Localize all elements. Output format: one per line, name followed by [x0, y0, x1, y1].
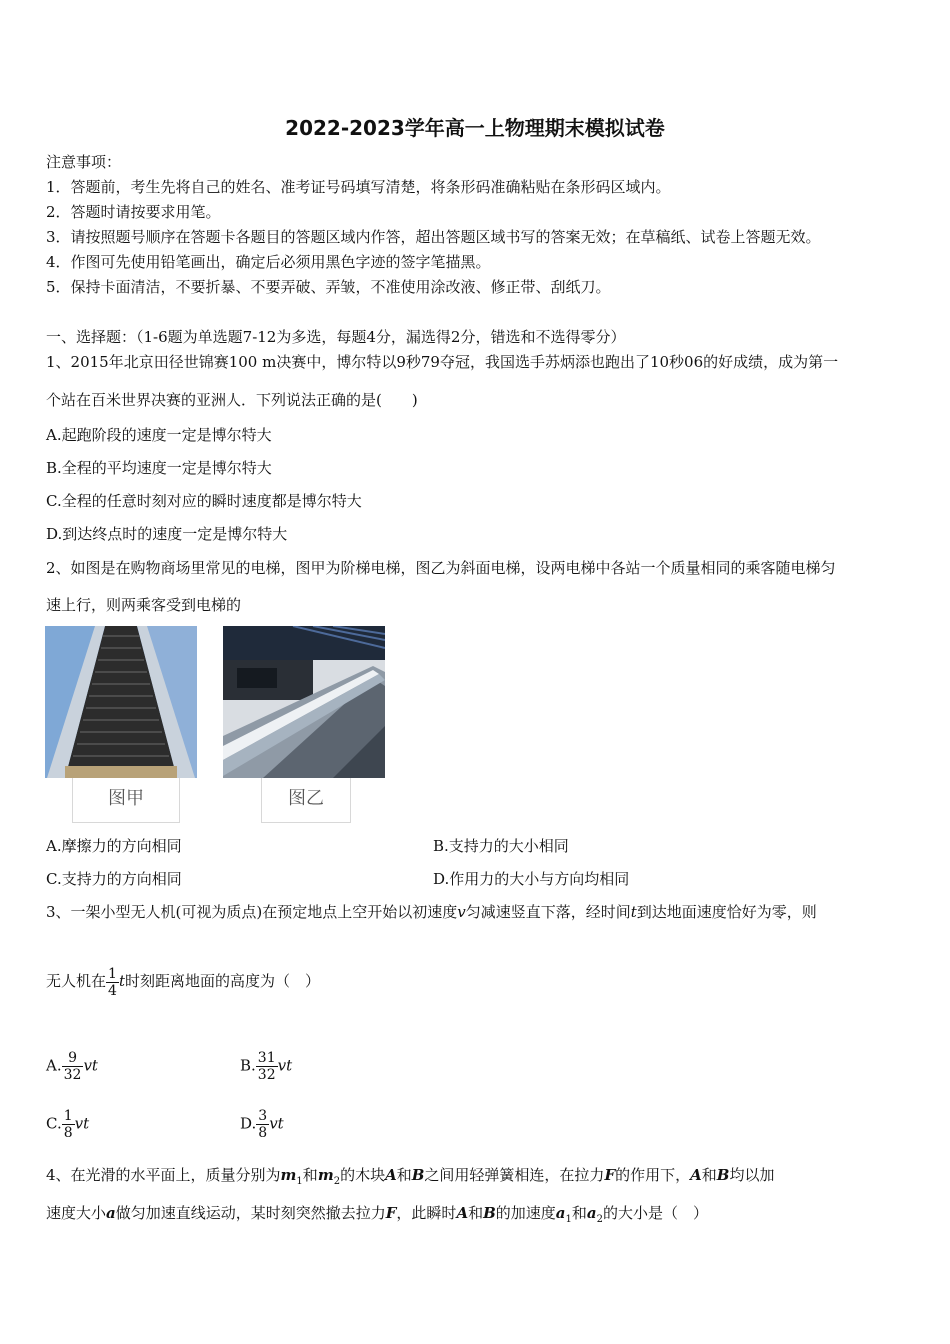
- figure-a-caption: 图甲: [72, 778, 180, 823]
- notice-item: 2．答题时请按要求用笔。: [46, 203, 221, 221]
- question-2-option-b: B.支持力的大小相同: [433, 837, 569, 855]
- question-1-line-2: 个站在百米世界决赛的亚洲人．下列说法正确的是( ): [46, 391, 418, 409]
- figure-b-caption: 图乙: [261, 778, 351, 823]
- notice-item: 4．作图可先使用铅笔画出，确定后必须用黑色字迹的签字笔描黑。: [46, 253, 491, 271]
- fraction-quarter: $\frac{1}{4}$: [108, 965, 117, 999]
- question-2-option-a: A.摩擦力的方向相同: [46, 837, 182, 855]
- question-4-line-2: 速度大小a做匀加速直线运动，某时刻突然撤去拉力F，此瞬时A和B的加速度$a_1$和$a_2$的大小是（ ）: [46, 1204, 709, 1225]
- question-2-line-2: 速上行，则两乘客受到电梯的: [46, 596, 242, 614]
- question-2-option-d: D.作用力的大小与方向均相同: [433, 870, 630, 888]
- notice-heading: 注意事项：: [46, 153, 122, 171]
- q3-var-t: t: [630, 903, 637, 921]
- page-title: 2022-2023学年高一上物理期末模拟试卷: [285, 116, 665, 140]
- q3-text: 无人机在: [46, 972, 107, 990]
- question-3-option-c: C. $\frac{1}{8}$ vt: [46, 1108, 90, 1141]
- q3-text: 3、一架小型无人机(可视为质点)在预定地点上空开始以初速度: [46, 903, 458, 921]
- question-2-line-1: 2、如图是在购物商场里常见的电梯，图甲为阶梯电梯，图乙为斜面电梯，设两电梯中各站一个质量相同的乘客随电梯匀: [46, 559, 836, 577]
- q3-text: 到达地面速度恰好为零，则: [636, 903, 817, 921]
- question-3-option-a: A. $\frac{9}{32}$ vt: [46, 1050, 98, 1083]
- notice-item: 5．保持卡面清洁，不要折暴、不要弄破、弄皱，不准使用涂改液、修正带、刮纸刀。: [46, 278, 611, 296]
- escalator-ramp-photo: [223, 626, 385, 778]
- q3-text: 时刻距离地面的高度为（ ）: [124, 972, 320, 990]
- question-1-option-d: D.到达终点时的速度一定是博尔特大: [46, 525, 288, 543]
- notice-item: 3．请按照题号顺序在答题卡各题目的答题区域内作答，超出答题区域书写的答案无效；在草稿纸、试卷上答题无效。: [46, 228, 821, 246]
- q3-text: 匀减速竖直下落，经时间: [465, 903, 631, 921]
- question-1-option-c: C.全程的任意时刻对应的瞬时速度都是博尔特大: [46, 492, 362, 510]
- section-heading: 一、选择题：（1-6题为单选题7-12为多选，每题4分，漏选得2分，错选和不选得零分）: [46, 328, 626, 346]
- question-3-option-b: B. $\frac{31}{32}$ vt: [240, 1050, 293, 1083]
- question-4-line-1: 4、在光滑的水平面上，质量分别为$m_1$和$m_2$的木块A和B之间用轻弹簧相连，在拉力F的作用下，A和B均以加: [46, 1166, 775, 1187]
- escalator-stairs-photo: [45, 626, 197, 778]
- question-3-line-1: [46, 902, 817, 922]
- notice-item: 1．答题前，考生先将自己的姓名、准考证号码填写清楚，将条形码准确粘贴在条形码区域内。: [46, 178, 671, 196]
- question-1-option-b: B.全程的平均速度一定是博尔特大: [46, 459, 272, 477]
- question-2-option-c: C.支持力的方向相同: [46, 870, 182, 888]
- question-1-option-a: A.起跑阶段的速度一定是博尔特大: [46, 426, 272, 444]
- q3-var-t: t: [118, 972, 125, 990]
- question-3-option-d: D. $\frac{3}{8}$ vt: [240, 1108, 284, 1141]
- question-1-line-1: 1、2015年北京田径世锦赛100 m决赛中，博尔特以9秒79夺冠，我国选手苏炳添也跑出了10秒06的好成绩，成为第一: [46, 353, 839, 371]
- question-3-line-2: [46, 964, 320, 999]
- q3-var-v: v: [457, 903, 466, 921]
